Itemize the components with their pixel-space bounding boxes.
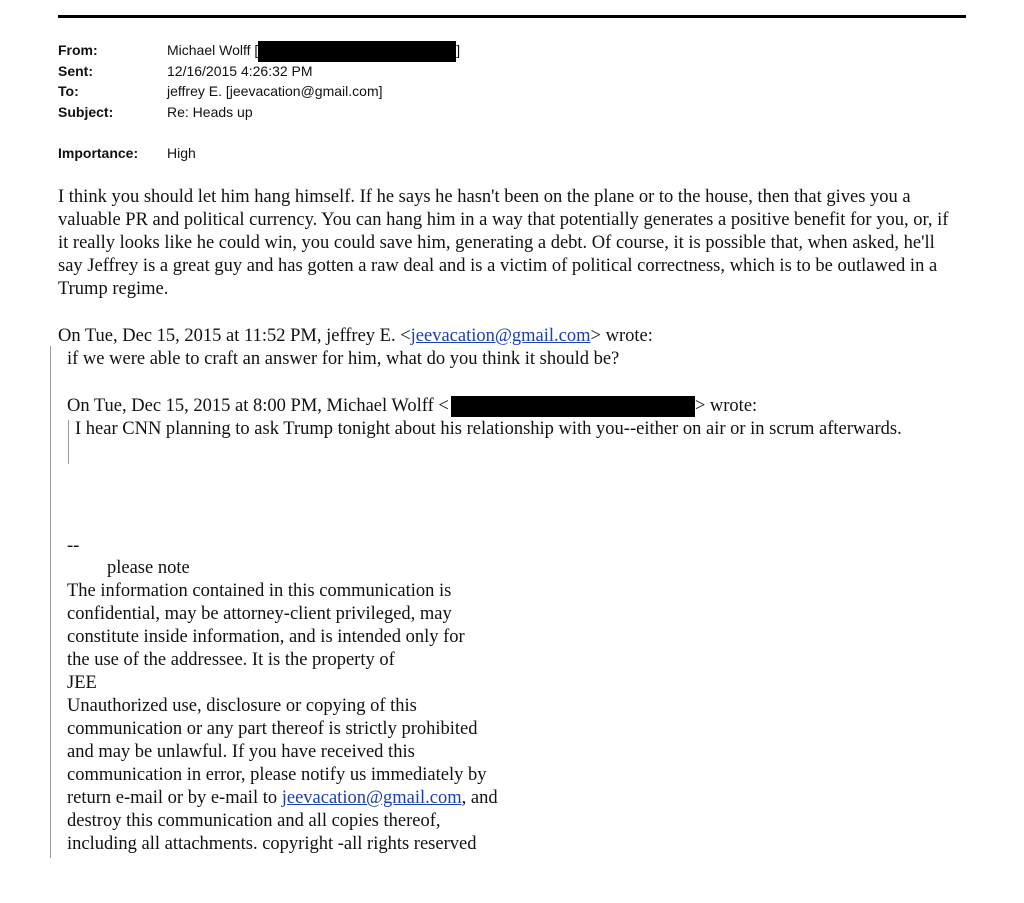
sent-label: Sent: xyxy=(58,62,93,79)
disclaimer-line: the use of the addressee. It is the property of xyxy=(67,650,395,670)
disclaimer-line: JEE xyxy=(67,673,97,693)
quote1-email-link[interactable]: jeevacation@gmail.com xyxy=(410,326,591,346)
subject-label: Subject: xyxy=(58,103,114,120)
redaction-box xyxy=(451,396,695,417)
to-value: jeffrey E. [jeevacation@gmail.com] xyxy=(167,83,383,99)
subject-value: Re: Heads up xyxy=(167,103,253,120)
sent-value: 12/16/2015 4:26:32 PM xyxy=(167,62,313,79)
from-name: Michael Wolff [ xyxy=(167,42,259,58)
quote1-text: if we were able to craft an answer for him, what do you think it should be? xyxy=(67,349,620,369)
redaction-box xyxy=(258,41,456,62)
return-prefix: return e-mail or by e-mail to xyxy=(67,788,282,808)
signature-dashes: -- xyxy=(67,536,80,556)
quote1-intro xyxy=(58,325,653,348)
signature-note: please note xyxy=(107,558,190,578)
from-label: From: xyxy=(58,42,98,58)
disclaimer-line: Unauthorized use, disclosure or copying of this xyxy=(67,696,417,716)
disclaimer-line: confidential, may be attorney-client privileged, may xyxy=(67,604,452,624)
disclaimer-line: communication in error, please notify us immediately by xyxy=(67,765,487,785)
quote1-intro-suffix: > wrote: xyxy=(590,326,653,346)
disclaimer-line: constitute inside information, and is intended only for xyxy=(67,627,465,647)
top-rule xyxy=(58,15,966,18)
to-label: To: xyxy=(58,83,79,99)
disclaimer-line: The information contained in this communication is xyxy=(67,581,452,601)
importance-label: Importance: xyxy=(58,145,139,161)
confidentiality-disclaimer xyxy=(67,580,627,856)
importance-value: High xyxy=(167,145,196,161)
return-suffix: , and xyxy=(461,788,498,808)
from-close: ] xyxy=(456,42,461,58)
disclaimer-return-line xyxy=(67,787,627,810)
quote-bar xyxy=(50,346,51,858)
message-body: I think you should let him hang himself. If he says he hasn't been on the plane or to the house, then that gives you a valuable PR and political currency. You can hang him in a way that potentially generates a positive benefit for you, or, if it really looks like he could win, you could save him, generating a debt. Of course, it is possible that, when asked, he'll say Jeffrey is a great guy and has gotten a raw deal and is a victim of political correctness, which is to be outlawed in a Trump regime. xyxy=(58,187,949,299)
quote-bar-inner xyxy=(68,420,69,464)
quote1-intro-prefix: On Tue, Dec 15, 2015 at 11:52 PM, jeffrey E. < xyxy=(58,326,411,346)
quote2-text: I hear CNN planning to ask Trump tonight about his relationship with you--either on air or in scrum afterwards. xyxy=(75,419,902,439)
disclaimer-line: communication or any part thereof is strictly prohibited xyxy=(67,719,478,739)
quote2-intro-prefix: On Tue, Dec 15, 2015 at 8:00 PM, Michael Wolff < xyxy=(67,396,449,416)
disclaimer-email-link[interactable]: jeevacation@gmail.com xyxy=(281,788,462,808)
from-value xyxy=(167,40,460,62)
quote2-intro xyxy=(67,395,757,418)
quote2-intro-suffix: > wrote: xyxy=(694,396,758,416)
disclaimer-line: destroy this communication and all copies thereof, xyxy=(67,811,441,831)
disclaimer-line: including all attachments. copyright -all rights reserved xyxy=(67,834,477,854)
disclaimer-line: and may be unlawful. If you have received this xyxy=(67,742,415,762)
importance-row xyxy=(58,143,196,163)
